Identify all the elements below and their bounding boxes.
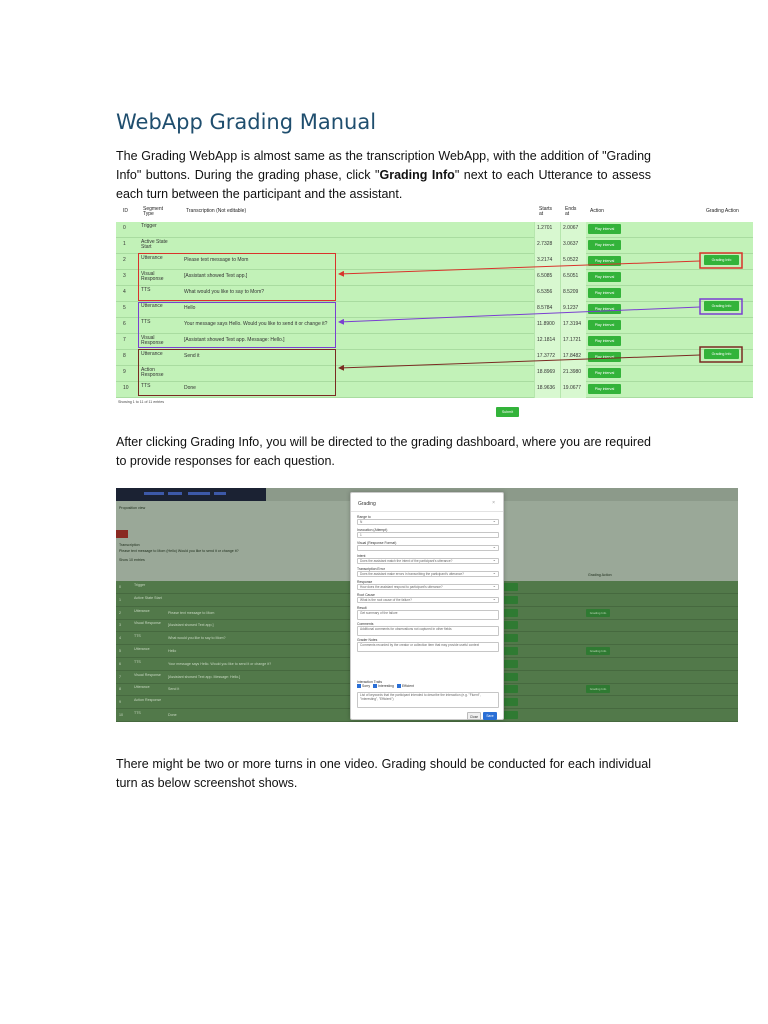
modal-field-label: Comments (357, 622, 374, 626)
modal-input[interactable]: Additional comments for observations not captured in other fields (357, 626, 499, 636)
modal-select[interactable]: N ⌄ (357, 519, 499, 525)
row-start: 8.5784 (537, 305, 553, 311)
modal-field-label: Response (357, 580, 373, 584)
row-transcription: [Assistant showed Text app.] (168, 623, 214, 628)
modal-field-label: Invocation (Attempt) (357, 528, 388, 532)
row-transcription: Done (168, 713, 177, 717)
row-start: 18.9636 (537, 385, 556, 391)
annotation-arrows (116, 205, 753, 420)
transcription-table-screenshot (116, 205, 753, 420)
row-id: 0 (119, 585, 121, 589)
row-id: 1 (119, 597, 121, 602)
row-id: 7 (123, 337, 126, 343)
modal-field-label: Intent (357, 554, 366, 558)
header-grading-action: Grading Action (706, 208, 739, 214)
intro-bold-text: Grading Info (379, 168, 455, 182)
row-segment-type: TTS (141, 319, 151, 325)
row-transcription: Hello (184, 305, 196, 311)
row-id: 9 (119, 700, 121, 705)
row-transcription: [Assistant showed Text app.] (184, 273, 248, 279)
page-title: WebApp Grading Manual (116, 110, 377, 134)
modal-input[interactable]: 1 (357, 532, 499, 538)
grading-info-button[interactable]: Grading Info (704, 301, 739, 311)
dashboard-navbar (116, 488, 266, 501)
grading-info-button[interactable]: Grading Info (586, 609, 610, 617)
row-end: 2.0067 (563, 225, 579, 231)
row-end: 6.5051 (563, 273, 579, 279)
grading-info-button[interactable]: Grading Info (704, 255, 739, 265)
row-id: 3 (123, 273, 126, 279)
row-id: 6 (119, 661, 121, 666)
row-start: 17.3772 (537, 353, 556, 359)
row-segment-type: Utterance (134, 685, 150, 690)
row-end: 9.1237 (563, 305, 579, 311)
row-segment-type: Visual Response (134, 621, 161, 626)
row-id: 8 (119, 687, 121, 692)
modal-select[interactable]: Does the assistant make errors in transcribing the participant's utterance? ⌄ (357, 571, 499, 577)
modal-save-button[interactable]: Save (483, 712, 497, 720)
play-interval-button[interactable]: Play interval (588, 224, 621, 234)
intro-text: " next to each Utterance to assess each turn between the participant and the assistant. (116, 168, 651, 201)
intro-text: The Grading WebApp is almost same as the transcription WebApp, with the addition of "Grading Info" buttons. During the grading phase, click " (116, 149, 651, 182)
row-segment-type: TTS (134, 659, 141, 664)
modal-field-label: Visual (Response Format) (357, 541, 397, 545)
modal-select[interactable] (357, 545, 499, 551)
row-segment-type: Utterance (134, 608, 150, 613)
row-id: 9 (123, 369, 126, 375)
row-transcription: [Assistant showed Text app. Message: Hello.] (168, 674, 241, 679)
row-end: 17.1721 (563, 337, 582, 343)
row-segment-type: TTS (141, 383, 151, 389)
row-start: 11.8900 (537, 321, 555, 327)
bg-red-button (116, 530, 128, 538)
row-start: 18.8969 (537, 369, 556, 375)
modal-title: Grading (358, 501, 376, 507)
play-interval-button[interactable]: Play interval (588, 384, 621, 394)
row-start: 2.7328 (537, 241, 553, 247)
row-segment-type: Utterance (134, 647, 150, 651)
modal-input[interactable]: Comments recorded by the creator or collection item that may provide useful context (357, 642, 499, 652)
grading-dashboard-screenshot (116, 488, 738, 722)
row-segment-type: TTS (141, 287, 151, 293)
row-segment-type: Utterance (141, 303, 163, 309)
bg-proposition-view: Proposition view (119, 506, 146, 510)
row-transcription: What would you like to say to Mom? (168, 636, 226, 641)
arrow-turn-2 (339, 307, 700, 322)
bg-transcription-text: Please text message to Mom (Hello) Would you like to send it or change it? (119, 549, 239, 553)
row-end: 3.0637 (563, 241, 579, 247)
row-transcription: [Assistant showed Text app. Message: Hello.] (184, 337, 285, 343)
trait-checkbox[interactable]: Sorry (357, 684, 370, 688)
row-transcription: Done (184, 385, 196, 391)
grading-modal (350, 492, 504, 720)
row-segment-type: Active State Start (134, 595, 162, 600)
row-id: 7 (119, 674, 121, 679)
row-id: 10 (123, 385, 129, 391)
row-segment-type: Visual Response (141, 335, 164, 346)
modal-close-button[interactable]: Close (467, 712, 481, 720)
row-start: 6.5356 (537, 289, 553, 295)
header-segment-type: Segment Type (143, 206, 164, 217)
modal-field-label: Root Cause (357, 593, 375, 597)
row-start: 12.1814 (537, 337, 556, 343)
grading-info-button[interactable]: Grading Info (586, 647, 610, 655)
play-interval-button[interactable]: Play interval (588, 304, 621, 314)
trait-checkbox[interactable]: Interesting (373, 684, 394, 688)
interaction-traits-label: Interaction Traits (357, 680, 383, 684)
submit-button[interactable]: Submit (496, 407, 519, 417)
row-segment-type: TTS (134, 634, 141, 639)
play-interval-button[interactable]: Play interval (588, 288, 621, 298)
play-interval-button[interactable]: Play interval (588, 336, 621, 346)
after-paragraph: After clicking Grading Info, you will be directed to the grading dashboard, where you are required to provide responses for each question. (116, 435, 651, 468)
row-end: 19.0677 (563, 385, 582, 391)
row-transcription: Your message says Hello. Would you like to send it or change it? (184, 321, 328, 327)
row-id: 2 (123, 257, 126, 263)
row-segment-type: Utterance (141, 351, 163, 357)
row-segment-type: Action Response (134, 698, 162, 703)
row-segment-type: TTS (134, 711, 141, 715)
interaction-traits-checkboxes (357, 684, 417, 688)
turns-paragraph: There might be two or more turns in one video. Grading should be conducted for each individual turn as below screenshot shows. (116, 757, 651, 790)
traits-textarea[interactable]: List of keywords that the participant intended to describe the interaction (e.g. "Fluent", "Interesting", "Efficient") (357, 692, 499, 708)
row-end: 21.3980 (563, 369, 582, 375)
modal-field-label: Grader Notes (357, 638, 378, 642)
modal-field-label: Transcription Error (357, 567, 385, 571)
row-transcription: Send it (184, 353, 200, 359)
play-interval-button[interactable]: Play interval (588, 352, 621, 362)
highlight-grading-1 (700, 253, 742, 268)
modal-input[interactable]: Get summary of the failure (357, 610, 499, 620)
row-transcription: Your message says Hello. Would you like to send it or change it? (168, 661, 272, 666)
row-transcription: Please text message to Mom (184, 257, 249, 263)
row-segment-type: Trigger (134, 583, 146, 587)
arrow-turn-3 (339, 355, 700, 368)
header-ends-at: Ends at (565, 206, 577, 217)
row-end: 17.3194 (563, 321, 582, 327)
modal-field-label: Result (357, 606, 367, 610)
header-action: Action (590, 208, 604, 214)
row-id: 10 (119, 713, 123, 717)
row-segment-type: Visual Response (134, 672, 161, 677)
row-segment-type: Action Response (141, 367, 164, 378)
play-interval-button[interactable]: Play interval (588, 272, 621, 282)
highlight-grading-3 (700, 347, 742, 362)
play-interval-button[interactable]: Play interval (588, 240, 621, 250)
table-footer-info: Showing 1 to 11 of 11 entries (118, 400, 165, 404)
row-transcription: Hello (168, 649, 177, 653)
play-interval-button[interactable]: Play interval (588, 368, 621, 378)
row-end: 17.8482 (563, 353, 582, 359)
row-transcription: What would you like to say to Mom? (184, 289, 265, 295)
play-interval-button[interactable]: Play interval (588, 256, 621, 266)
modal-close-icon[interactable]: × (492, 500, 495, 506)
bg-grading-action-header: Grading Action (588, 573, 612, 577)
row-id: 5 (123, 305, 126, 311)
row-transcription: Please text message to Mom (168, 610, 215, 615)
row-id: 4 (123, 289, 126, 295)
highlight-grading-2 (700, 299, 742, 314)
row-start: 1.2701 (537, 225, 553, 231)
arrow-turn-1 (339, 261, 700, 274)
bg-show-entries: Show 10 entries (119, 558, 145, 562)
row-transcription: Send it (168, 687, 180, 692)
header-starts-at: Starts at (539, 206, 553, 217)
header-transcription: Transcription (Not editable) (186, 208, 247, 214)
row-segment-type: Active State Start (141, 239, 168, 250)
row-segment-type: Visual Response (141, 271, 164, 282)
header-id: ID (123, 208, 128, 214)
bg-transcription-label: Transcription (119, 543, 140, 547)
grading-info-button[interactable]: Grading Info (704, 349, 739, 359)
row-id: 8 (123, 353, 126, 359)
row-end: 5.0522 (563, 257, 579, 263)
row-id: 1 (123, 241, 126, 247)
row-start: 3.2174 (537, 257, 553, 263)
modal-select[interactable]: Does the assistant match the intent of the participant's utterance? ⌄ (357, 558, 499, 564)
row-id: 5 (119, 649, 121, 653)
row-segment-type: Trigger (141, 223, 157, 229)
modal-select[interactable]: How does the assistant respond to participant's utterance? ⌄ (357, 584, 499, 590)
row-end: 8.5209 (563, 289, 579, 295)
row-id: 3 (119, 623, 121, 628)
play-interval-button[interactable]: Play interval (588, 320, 621, 330)
row-id: 6 (123, 321, 126, 327)
row-start: 6.5085 (537, 273, 553, 279)
modal-field-label: Range to (357, 515, 371, 519)
trait-checkbox[interactable]: Efficient (397, 684, 414, 688)
intro-paragraph (116, 147, 651, 204)
row-id: 4 (119, 636, 121, 641)
row-id: 2 (119, 610, 121, 615)
row-id: 0 (123, 225, 126, 231)
modal-select[interactable]: What is the root cause of the failure? ⌄ (357, 597, 499, 603)
grading-info-button[interactable]: Grading Info (586, 685, 610, 693)
row-segment-type: Utterance (141, 255, 163, 261)
